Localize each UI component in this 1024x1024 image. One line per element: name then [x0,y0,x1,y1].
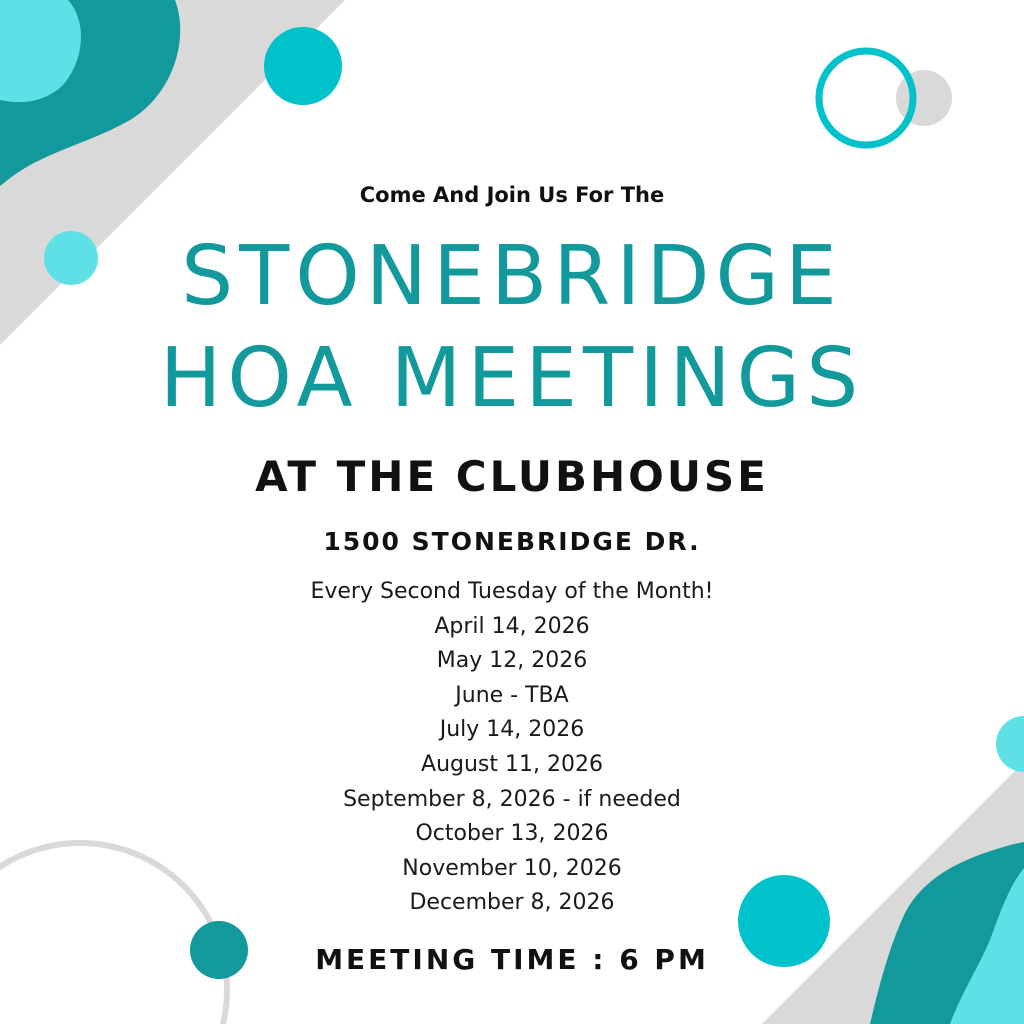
meeting-time: MEETING TIME : 6 PM [315,943,709,976]
schedule-date: April 14, 2026 [434,613,590,639]
top-teal-circle [264,27,342,105]
schedule-list [0,575,1024,921]
schedule-date: December 8, 2026 [409,890,615,916]
schedule-date: June - TBA [455,682,569,708]
title-line-2: HOA MEETINGS [159,331,865,426]
title-line-1: STONEBRIDGE [181,229,843,324]
schedule-date: May 12, 2026 [436,648,588,674]
schedule-date: July 14, 2026 [439,717,585,743]
schedule-heading: Every Second Tuesday of the Month! [310,579,714,604]
schedule-date: November 10, 2026 [402,855,622,881]
schedule-date: August 11, 2026 [421,751,603,777]
schedule-date: October 13, 2026 [415,821,609,847]
address-text: 1500 STONEBRIDGE DR. [323,527,701,556]
venue-heading: AT THE CLUBHOUSE [255,452,769,501]
top-right-gray-dot [896,70,952,126]
intro-text: Come And Join Us For The [359,183,665,207]
schedule-date: September 8, 2026 - if needed [343,786,681,812]
